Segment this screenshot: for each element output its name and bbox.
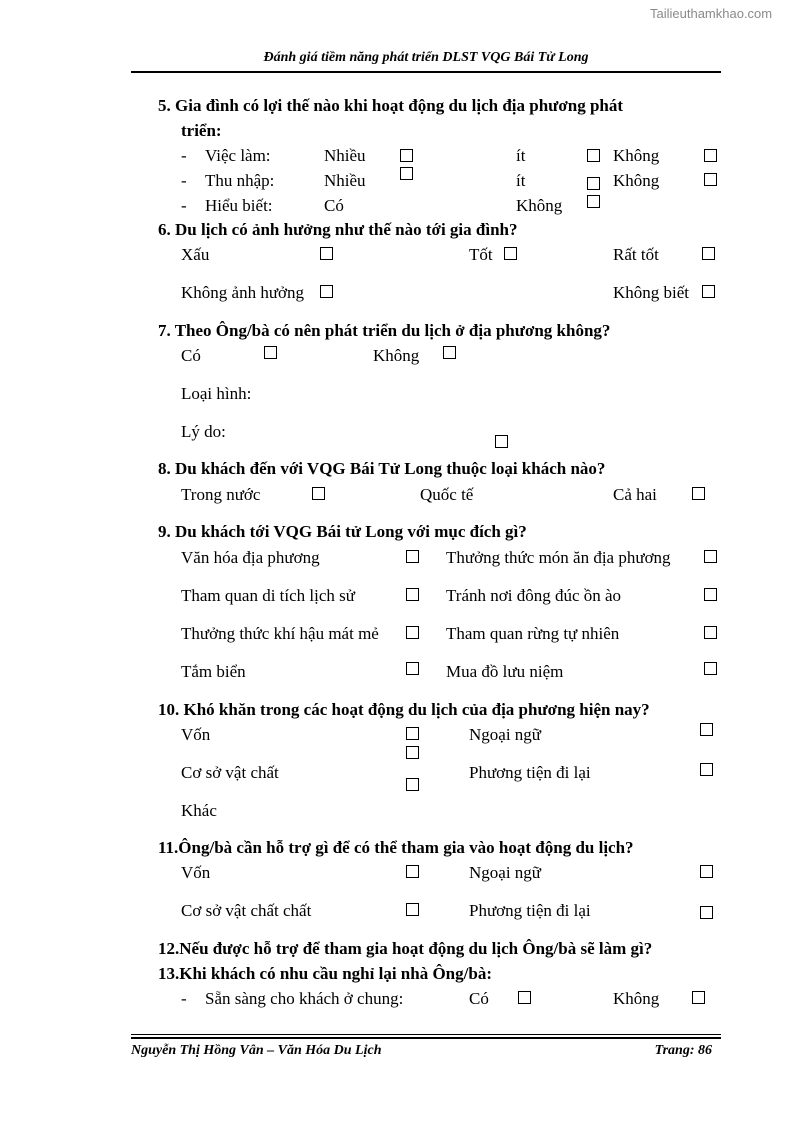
q13-opt-khong: Không [613, 989, 660, 1008]
q9-khi-hau-checkbox[interactable] [406, 626, 419, 639]
q9-luu-niem-checkbox[interactable] [704, 662, 717, 675]
q10-von-checkbox[interactable] [406, 727, 419, 740]
q9-opt-van-hoa: Văn hóa địa phương [181, 548, 320, 567]
q13-co-checkbox[interactable] [518, 991, 531, 1004]
q10-opt-von: Vốn [181, 725, 211, 744]
q13-label: Sẵn sàng cho khách ở chung: [205, 989, 404, 1008]
q6-opt-tot: Tốt [469, 245, 493, 264]
q5-row3-opt2: Không [516, 196, 563, 215]
footer-page-number: Trang: 86 [654, 1043, 712, 1058]
q7-title: 7. Theo Ông/bà có nên phát triển du lịch ở địa phương không? [158, 321, 611, 340]
q9-tranh-on-ao-checkbox[interactable] [704, 588, 717, 601]
q6-title: 6. Du lịch có ảnh hưởng như thế nào tới gia đình? [158, 220, 518, 239]
q11-title: 11.Ông/bà cần hỗ trợ gì để có thể tham gia vào hoạt động du lịch? [158, 838, 634, 857]
q8-opt-quoc-te: Quốc tế [420, 485, 474, 504]
q9-opt-mon-an: Thưởng thức món ăn địa phương [446, 548, 671, 567]
footer-author: Nguyễn Thị Hồng Vân – Văn Hóa Du Lịch [131, 1043, 382, 1058]
q5-row2-dash: - [181, 171, 187, 190]
q7-khong-checkbox[interactable] [443, 346, 456, 359]
q11-opt-phuong-tien: Phương tiện đi lại [469, 901, 591, 920]
q13-opt-co: Có [469, 989, 489, 1008]
q5-row3-opt1: Có [324, 196, 344, 215]
q5-title: 5. Gia đình có lợi thế nào khi hoạt động du lịch địa phương phát [158, 96, 624, 115]
q5-row1-opt2-checkbox[interactable] [587, 149, 600, 162]
q5-row2-opt1: Nhiều [324, 171, 366, 190]
q10-co-so-checkbox[interactable] [406, 778, 419, 791]
q5-row3-opt2-checkbox[interactable] [587, 195, 600, 208]
q10-extra-checkbox[interactable] [406, 746, 419, 759]
q9-opt-rung: Tham quan rừng tự nhiên [446, 624, 620, 643]
q12-title: 12.Nếu được hỗ trợ để tham gia hoạt động du lịch Ông/bà sẽ làm gì? [158, 939, 653, 958]
q9-van-hoa-checkbox[interactable] [406, 550, 419, 563]
q5-row1-opt1: Nhiều [324, 146, 366, 165]
q9-opt-luu-niem: Mua đồ lưu niệm [446, 662, 564, 681]
q6-opt-khong-biet: Không biết [613, 283, 690, 302]
q10-ngoai-ngu-checkbox[interactable] [700, 723, 713, 736]
q11-opt-von: Vốn [181, 863, 211, 882]
q13-khong-checkbox[interactable] [692, 991, 705, 1004]
q9-di-tich-checkbox[interactable] [406, 588, 419, 601]
q5-row2-opt3-checkbox[interactable] [704, 173, 717, 186]
q6-rat-tot-checkbox[interactable] [702, 247, 715, 260]
q9-opt-khi-hau: Thưởng thức khí hậu mát mẻ [181, 624, 379, 643]
q9-opt-di-tich: Tham quan di tích lịch sử [181, 586, 355, 605]
q6-opt-khong-anh-huong: Không ảnh hưởng [181, 283, 305, 302]
q11-von-checkbox[interactable] [406, 865, 419, 878]
q11-phuong-tien-checkbox[interactable] [700, 906, 713, 919]
q6-khong-biet-checkbox[interactable] [702, 285, 715, 298]
q11-co-so-checkbox[interactable] [406, 903, 419, 916]
q5-row3-label: Hiểu biết: [205, 196, 273, 215]
q5-row2-opt2-checkbox[interactable] [587, 177, 600, 190]
q8-opt-trong-nuoc: Trong nước [181, 485, 261, 504]
q10-phuong-tien-checkbox[interactable] [700, 763, 713, 776]
q7-co-checkbox[interactable] [264, 346, 277, 359]
q5-row1-opt1-checkbox[interactable] [400, 149, 413, 162]
q5-row2-opt3: Không [613, 171, 660, 190]
q5-row1-opt3-checkbox[interactable] [704, 149, 717, 162]
q9-opt-tranh-on-ao: Tránh nơi đông đúc ồn ào [446, 586, 622, 605]
q5-row2-opt1-checkbox[interactable] [400, 167, 413, 180]
footer-rule-bottom [131, 1037, 721, 1039]
header-rule [131, 71, 721, 73]
q11-opt-ngoai-ngu: Ngoại ngữ [469, 863, 542, 882]
watermark: Tailieuthamkhao.com [650, 6, 773, 21]
q10-opt-phuong-tien: Phương tiện đi lại [469, 763, 591, 782]
q10-opt-co-so: Cơ sở vật chất [181, 763, 279, 782]
q13-dash: - [181, 989, 187, 1008]
q9-opt-tam-bien: Tắm biển [181, 662, 246, 681]
q9-rung-checkbox[interactable] [704, 626, 717, 639]
q8-trong-nuoc-checkbox[interactable] [312, 487, 325, 500]
footer-rule-top [131, 1034, 721, 1035]
q9-mon-an-checkbox[interactable] [704, 550, 717, 563]
q6-khong-anh-huong-checkbox[interactable] [320, 285, 333, 298]
q6-tot-checkbox[interactable] [504, 247, 517, 260]
q5-row2-opt2: ít [516, 171, 526, 190]
q5-row2-label: Thu nhập: [205, 171, 275, 190]
q5-row1-opt3: Không [613, 146, 660, 165]
q7-extra-checkbox[interactable] [495, 435, 508, 448]
q6-xau-checkbox[interactable] [320, 247, 333, 260]
q5-row3-dash: - [181, 196, 187, 215]
q10-opt-khac: Khác [181, 801, 217, 820]
q7-opt-co: Có [181, 346, 201, 365]
q10-opt-ngoai-ngu: Ngoại ngữ [469, 725, 542, 744]
q11-opt-co-so: Cơ sở vật chất chất [181, 901, 312, 920]
q8-opt-ca-hai: Cả hai [613, 485, 657, 504]
q8-ca-hai-checkbox[interactable] [692, 487, 705, 500]
q13-title: 13.Khi khách có nhu cầu nghỉ lại nhà Ông/bà: [158, 964, 492, 983]
q10-title: 10. Khó khăn trong các hoạt động du lịch của địa phương hiện nay? [158, 700, 650, 719]
q5-row1-opt2: ít [516, 146, 526, 165]
q9-tam-bien-checkbox[interactable] [406, 662, 419, 675]
q9-title: 9. Du khách tới VQG Bái tử Long với mục đích gì? [158, 522, 527, 541]
q8-title: 8. Du khách đến với VQG Bái Tử Long thuộc loại khách nào? [158, 459, 606, 478]
q11-ngoai-ngu-checkbox[interactable] [700, 865, 713, 878]
q5-row1-dash: - [181, 146, 187, 165]
q7-reason-label: Lý do: [181, 422, 226, 441]
q5-title-cont: triển: [181, 121, 222, 140]
page-header: Đánh giá tiềm năng phát triển DLST VQG Bái Tử Long [263, 50, 589, 65]
q7-opt-khong: Không [373, 346, 420, 365]
q5-row1-label: Việc làm: [205, 146, 271, 165]
q6-opt-xau: Xấu [181, 245, 210, 264]
q6-opt-rat-tot: Rất tốt [613, 245, 659, 264]
q7-type-label: Loại hình: [181, 384, 252, 403]
